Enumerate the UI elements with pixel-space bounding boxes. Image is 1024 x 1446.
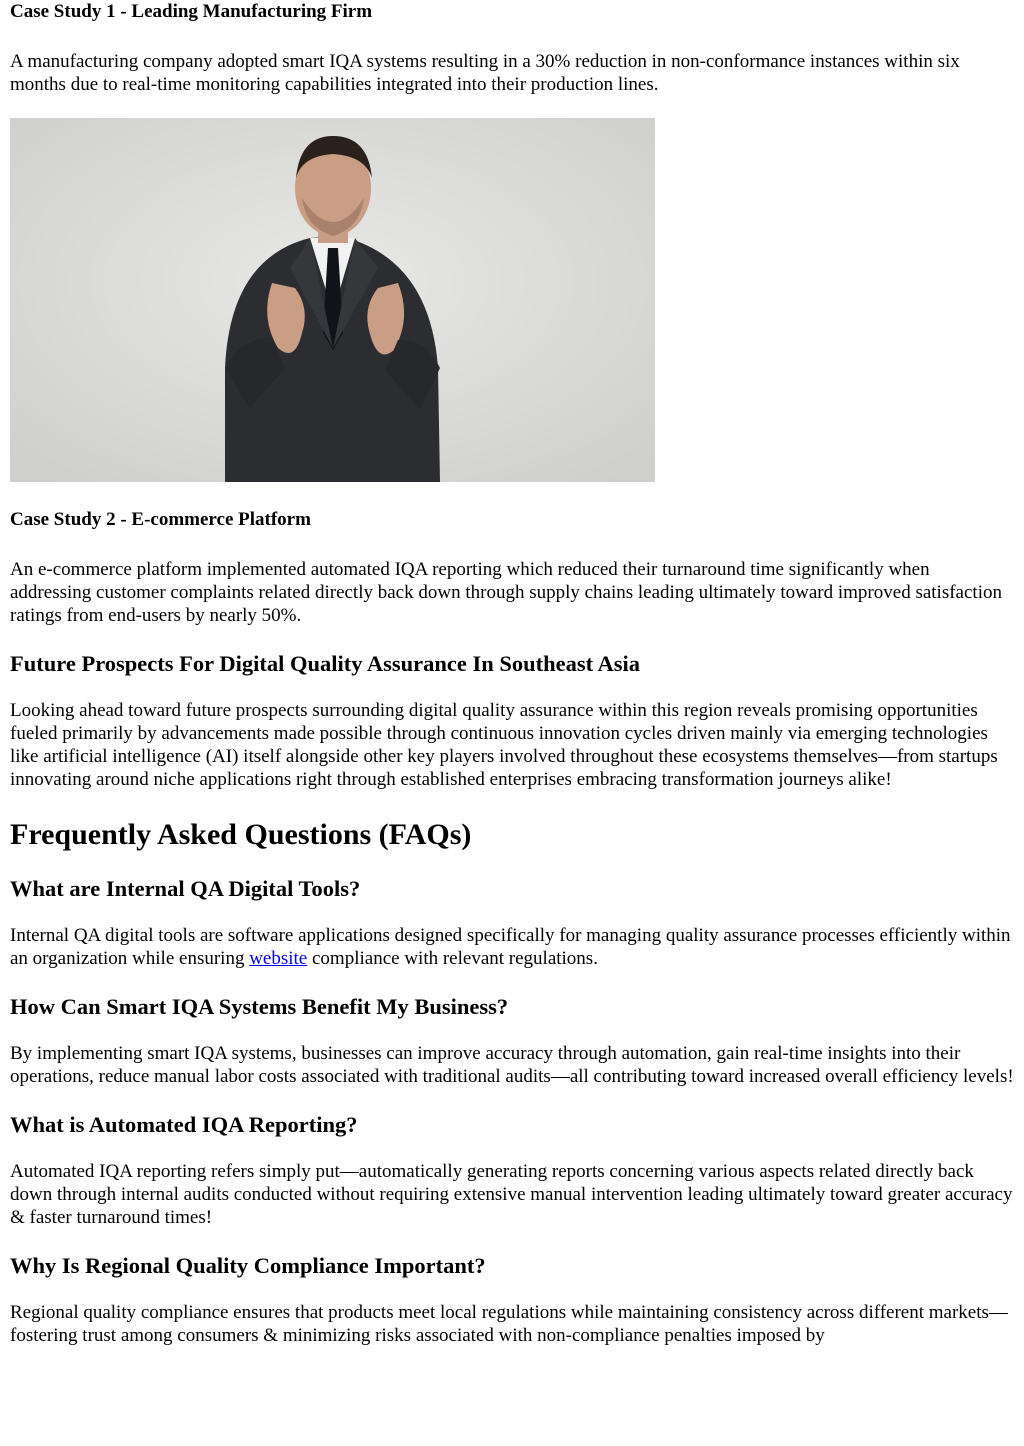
- faq-question-2: How Can Smart IQA Systems Benefit My Business?: [10, 994, 509, 1019]
- case-study-1-title: Case Study 1 - Leading Manufacturing Firm: [10, 1, 373, 22]
- faq-answer-1-before: Internal QA digital tools are software applications designed specifically for managing quality assurance processes efficiently within an organization while ensuring: [10, 925, 1011, 969]
- faq-answer-1-after: compliance with relevant regulations.: [307, 948, 598, 969]
- website-link[interactable]: website: [249, 948, 308, 969]
- case-study-2-body: An e-commerce platform implemented automated IQA reporting which reduced their turnaround time significantly when addressing customer complaints related directly back down through supply chains leading ultimately toward improved satisfaction ratings from end-users by nearly 50%.: [10, 559, 1002, 626]
- case-study-2-title: Case Study 2 - E-commerce Platform: [10, 509, 311, 530]
- man-in-suit-photo: [10, 118, 655, 482]
- future-prospects-body: Looking ahead toward future prospects surrounding digital quality assurance within this region reveals promising opportunities fueled primarily by advancements made possible through continuous innovation cycles driven mainly via emerging technologies like artificial intelligence (AI) itself alongside other key players involved throughout these ecosystems themselves—from startups innovating around niche applications right through established enterprises embracing transformation journeys alike!: [10, 700, 998, 790]
- faq-question-3: What is Automated IQA Reporting?: [10, 1112, 358, 1137]
- faq-answer-4: Regional quality compliance ensures that products meet local regulations while maintaining consistency across different markets—fostering trust among consumers & minimizing risks associated with non-compliance penalties imposed by: [10, 1302, 1008, 1346]
- future-prospects-heading: Future Prospects For Digital Quality Assurance In Southeast Asia: [10, 651, 641, 676]
- faq-answer-1: [10, 924, 1014, 970]
- faq-answer-2: By implementing smart IQA systems, businesses can improve accuracy through automation, gain real-time insights into their operations, reduce manual labor costs associated with traditional audits—all contributing toward increased overall efficiency levels!: [10, 1043, 1014, 1087]
- faq-question-1: What are Internal QA Digital Tools?: [10, 876, 361, 901]
- faq-question-4: Why Is Regional Quality Compliance Important?: [10, 1253, 486, 1278]
- faq-answer-3: Automated IQA reporting refers simply put—automatically generating reports concerning various aspects related directly back down through internal audits conducted without requiring extensive manual intervention leading ultimately toward greater accuracy & faster turnaround times!: [10, 1161, 1013, 1228]
- case-study-1-body: A manufacturing company adopted smart IQA systems resulting in a 30% reduction in non-conformance instances within six months due to real-time monitoring capabilities integrated into their production lines.: [10, 51, 960, 95]
- faq-heading: Frequently Asked Questions (FAQs): [10, 818, 472, 851]
- presenter-illustration: [10, 118, 655, 482]
